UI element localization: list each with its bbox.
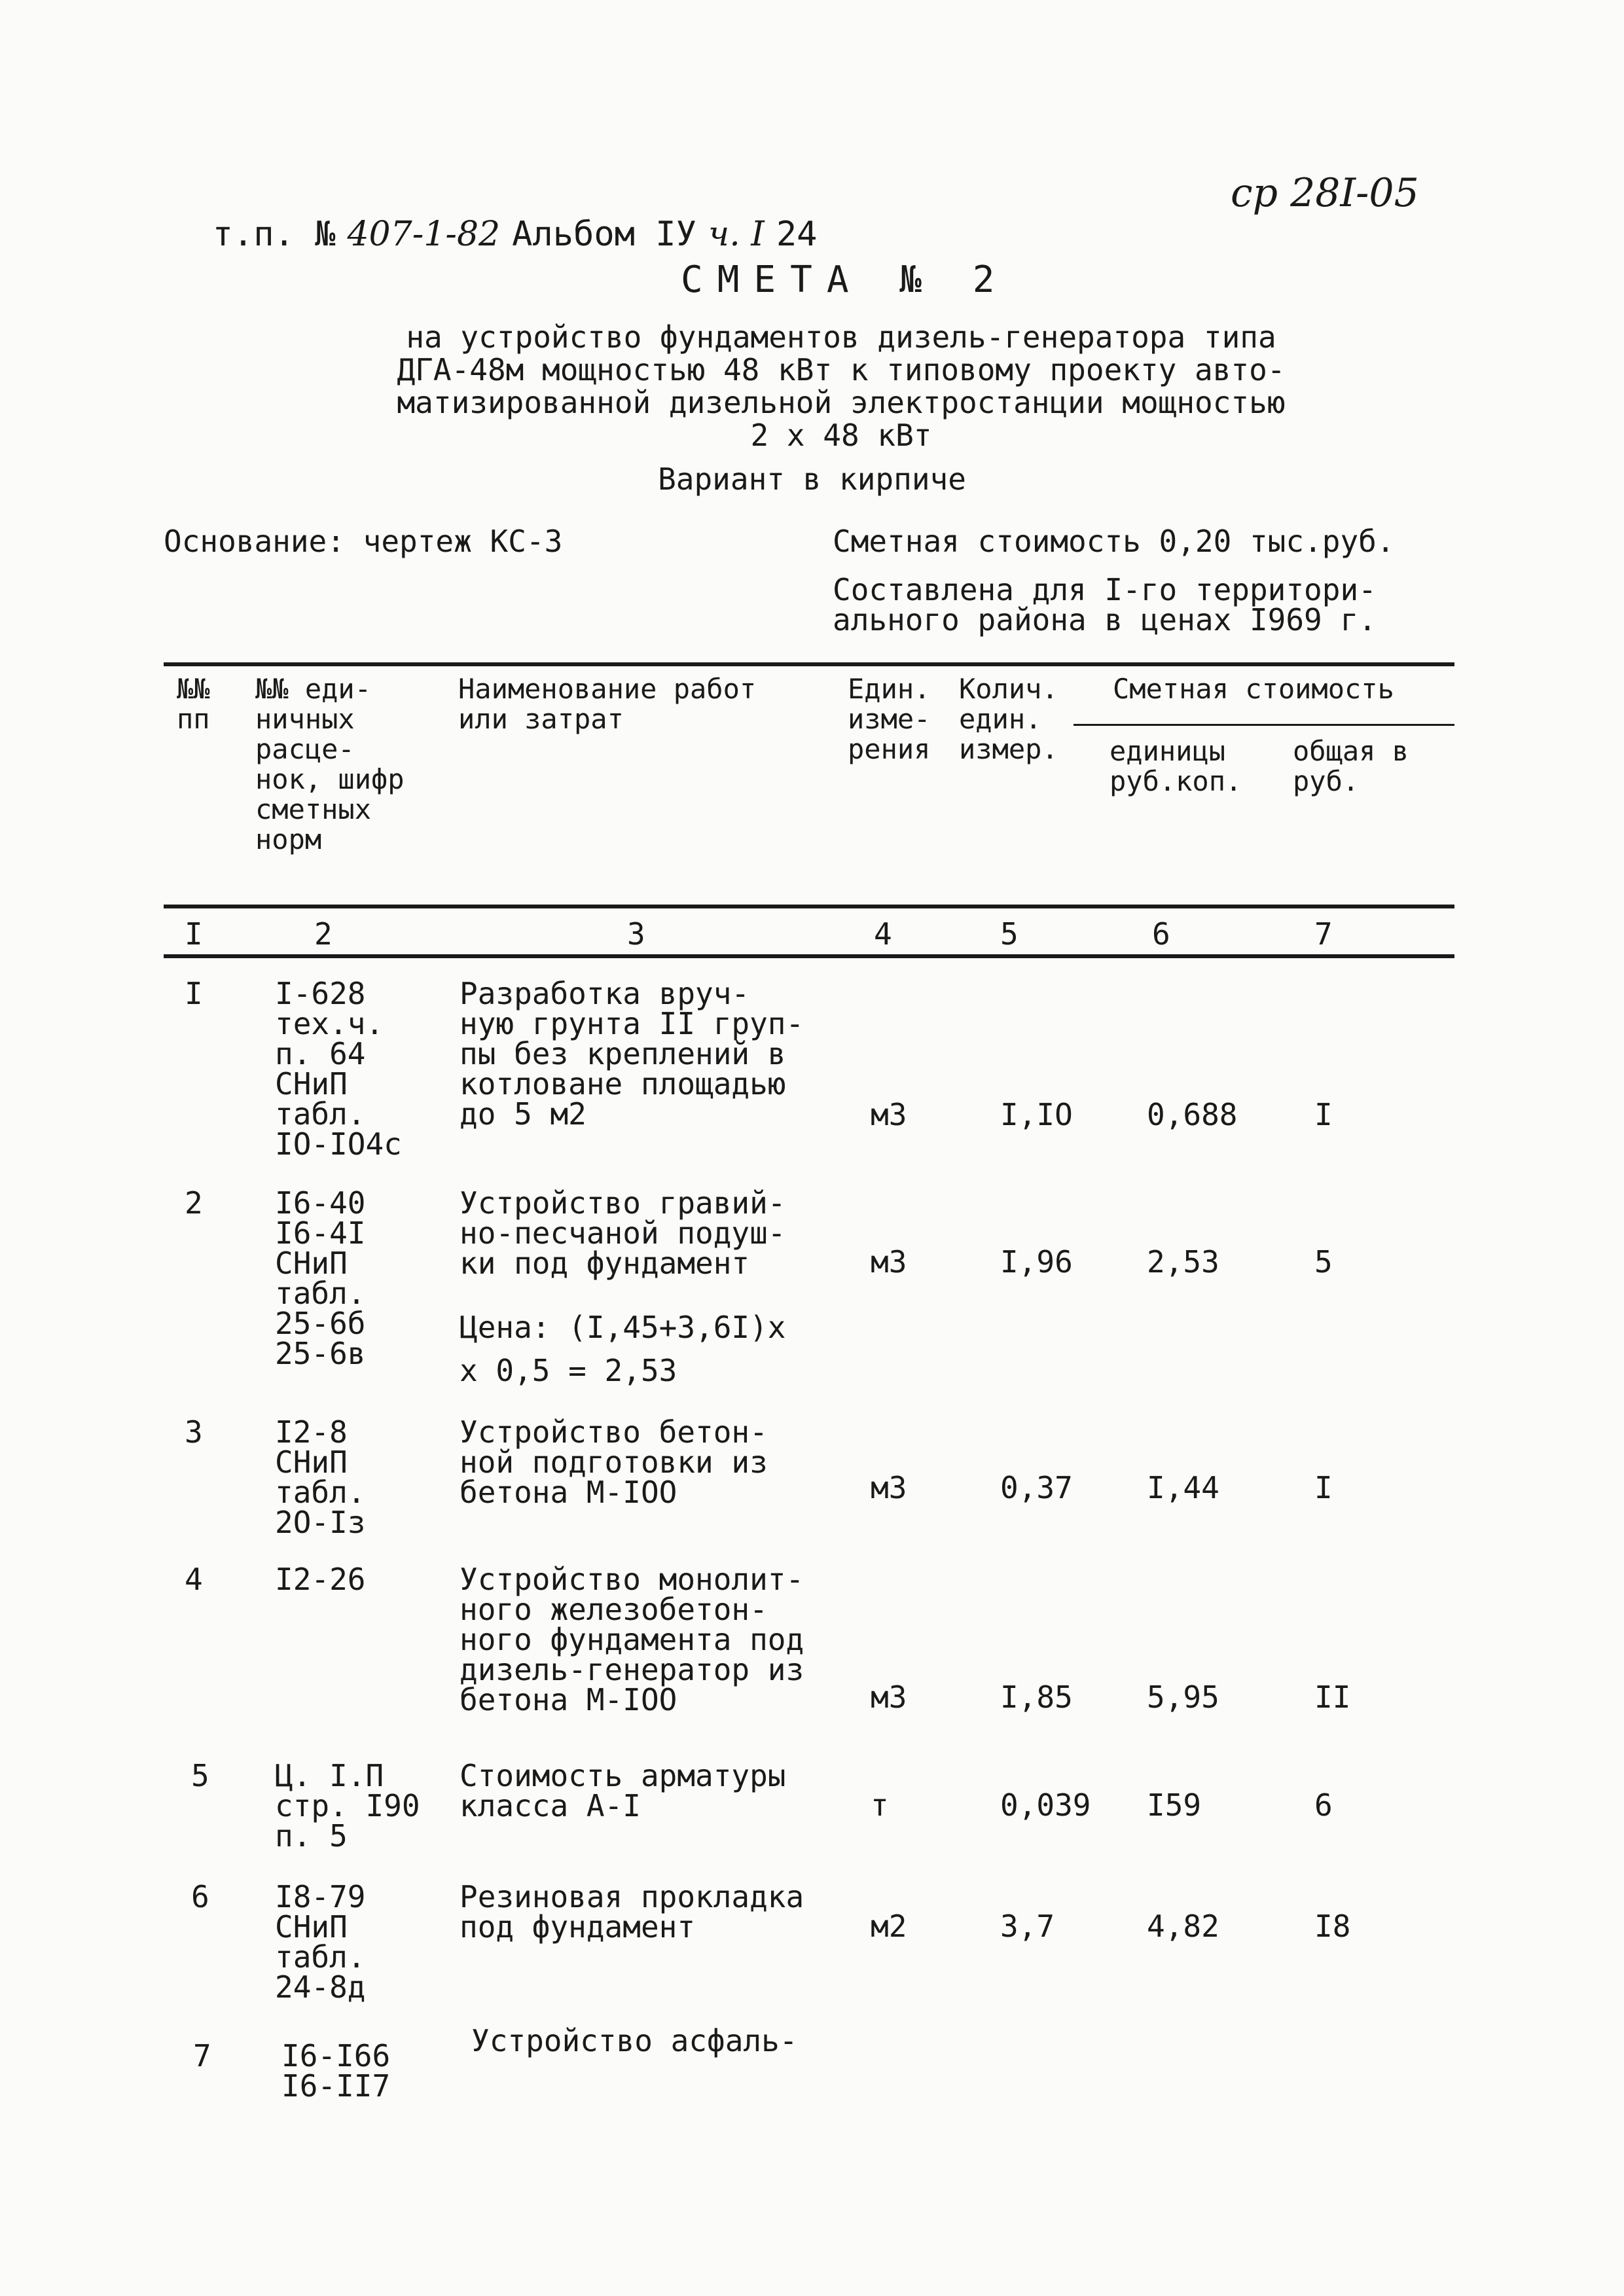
col-header-cost-group: Сметная стоимость <box>1113 673 1394 705</box>
col-number: 4 <box>874 916 892 952</box>
row-name: Устройство бетон- ной подготовки из бетона М-IOO <box>460 1414 768 1510</box>
row-total: I <box>1314 1097 1333 1132</box>
document-reference <box>171 175 829 254</box>
row-codes: I2-26 <box>275 1562 366 1597</box>
ref-prefix: т.п. № <box>212 215 336 254</box>
page-number: 24 <box>776 215 818 254</box>
col-number: 5 <box>1000 916 1019 952</box>
col-number: 6 <box>1152 916 1170 952</box>
table-numbers-rule <box>164 954 1454 958</box>
compiled-for: Составлена для I-го территори- ального района в ценах I969 г. <box>833 572 1377 637</box>
row-codes: Ц. I.П стр. I90 п. 5 <box>275 1758 420 1854</box>
row-unit: м3 <box>871 1097 907 1132</box>
col-header-number: №№ пп <box>177 673 210 735</box>
row-total: 5 <box>1314 1244 1333 1280</box>
row-unit: м3 <box>871 1679 907 1715</box>
col-header-codes: №№ еди- ничных расце- нок, шифр сметных норм <box>255 673 405 855</box>
album-label: Альбом IУ <box>512 215 696 254</box>
row-unit-price: I,44 <box>1147 1470 1219 1505</box>
col-header-total: общая в руб. <box>1293 735 1409 797</box>
col-number: 7 <box>1314 916 1333 952</box>
row-number: 7 <box>193 2038 211 2073</box>
col-header-unit: Един. изме- рения <box>848 673 931 765</box>
row-total: I <box>1314 1470 1333 1505</box>
ref-number: 407-1-82 <box>347 215 501 254</box>
row-quantity: I,85 <box>1000 1679 1073 1715</box>
row-unit: т <box>871 1787 889 1823</box>
estimated-cost: Сметная стоимость 0,20 тыс.руб. <box>833 524 1395 559</box>
row-note: Цена: (I,45+3,6I)х х 0,5 = 2,53 <box>460 1310 786 1388</box>
part-label: ч. I <box>708 215 765 254</box>
row-quantity: 0,039 <box>1000 1787 1091 1823</box>
document-code: ср 28I-05 <box>1231 170 1419 216</box>
subtitle-line: 2 х 48 кВт <box>750 418 932 453</box>
row-unit: м2 <box>871 1909 907 1944</box>
row-quantity: 0,37 <box>1000 1470 1073 1505</box>
row-quantity: I,96 <box>1000 1244 1073 1280</box>
row-number: 2 <box>185 1185 203 1221</box>
col-number: I <box>185 916 203 952</box>
row-unit-price: 5,95 <box>1147 1679 1219 1715</box>
row-unit-price: 2,53 <box>1147 1244 1219 1280</box>
table-group-rule <box>1074 724 1454 726</box>
basis-label: Основание: чертеж КС-3 <box>164 524 563 559</box>
row-name: Устройство асфаль- <box>471 2023 798 2058</box>
col-number: 3 <box>627 916 645 952</box>
col-header-unit-price: единицы руб.коп. <box>1110 735 1242 797</box>
row-codes: I8-79 СНиП табл. 24-8д <box>275 1879 366 2005</box>
row-codes: I6-40 I6-4I СНиП табл. 25-6б 25-6в <box>275 1185 366 1371</box>
table-top-rule <box>164 662 1454 666</box>
row-unit: м3 <box>871 1470 907 1505</box>
variant-label: Вариант в кирпиче <box>658 461 966 497</box>
subtitle-line: ДГА-48м мощностью 48 кВт к типовому проекту авто- <box>397 352 1286 387</box>
row-number: 5 <box>191 1758 209 1793</box>
row-unit-price: I59 <box>1147 1787 1202 1823</box>
row-total: I8 <box>1314 1909 1351 1944</box>
row-total: 6 <box>1314 1787 1333 1823</box>
row-number: 4 <box>185 1562 203 1597</box>
row-codes: I2-8 СНиП табл. 2О-Iз <box>275 1414 366 1540</box>
col-header-quantity: Колич. един. измер. <box>959 673 1058 765</box>
row-name: Устройство монолит- ного железобетон- ного фундамента под дизель-генератор из бетона М-IOO <box>460 1562 804 1717</box>
row-unit-price: 0,688 <box>1147 1097 1238 1132</box>
col-header-name: Наименование работ или затрат <box>458 673 757 735</box>
row-codes: I-628 тех.ч. п. 64 СНиП табл. IO-IO4с <box>275 976 402 1162</box>
row-codes: I6-I66 I6-II7 <box>281 2038 391 2104</box>
row-name: Резиновая прокладка под фундамент <box>460 1879 804 1945</box>
row-number: 3 <box>185 1414 203 1450</box>
row-name: Разработка вруч- ную грунта II груп- пы без креплений в котловане площадью до 5 м2 <box>460 976 804 1132</box>
document-subtitle <box>383 321 1299 452</box>
row-number: 6 <box>191 1879 209 1914</box>
row-unit-price: 4,82 <box>1147 1909 1219 1944</box>
row-quantity: 3,7 <box>1000 1909 1055 1944</box>
table-header-rule <box>164 905 1454 908</box>
row-quantity: I,IO <box>1000 1097 1073 1132</box>
row-unit: м3 <box>871 1244 907 1280</box>
row-name: Стоимость арматуры класса А-I <box>460 1758 786 1823</box>
subtitle-line: матизированной дизельной электростанции мощностью <box>397 385 1286 420</box>
col-number: 2 <box>314 916 333 952</box>
row-total: II <box>1314 1679 1351 1715</box>
row-number: I <box>185 976 203 1011</box>
row-name: Устройство гравий- но-песчаной подуш- ки под фундамент <box>460 1185 786 1281</box>
subtitle-line: на устройство фундаментов дизель-генератора типа <box>406 319 1276 355</box>
document-title: СМЕТА № 2 <box>681 259 1009 301</box>
